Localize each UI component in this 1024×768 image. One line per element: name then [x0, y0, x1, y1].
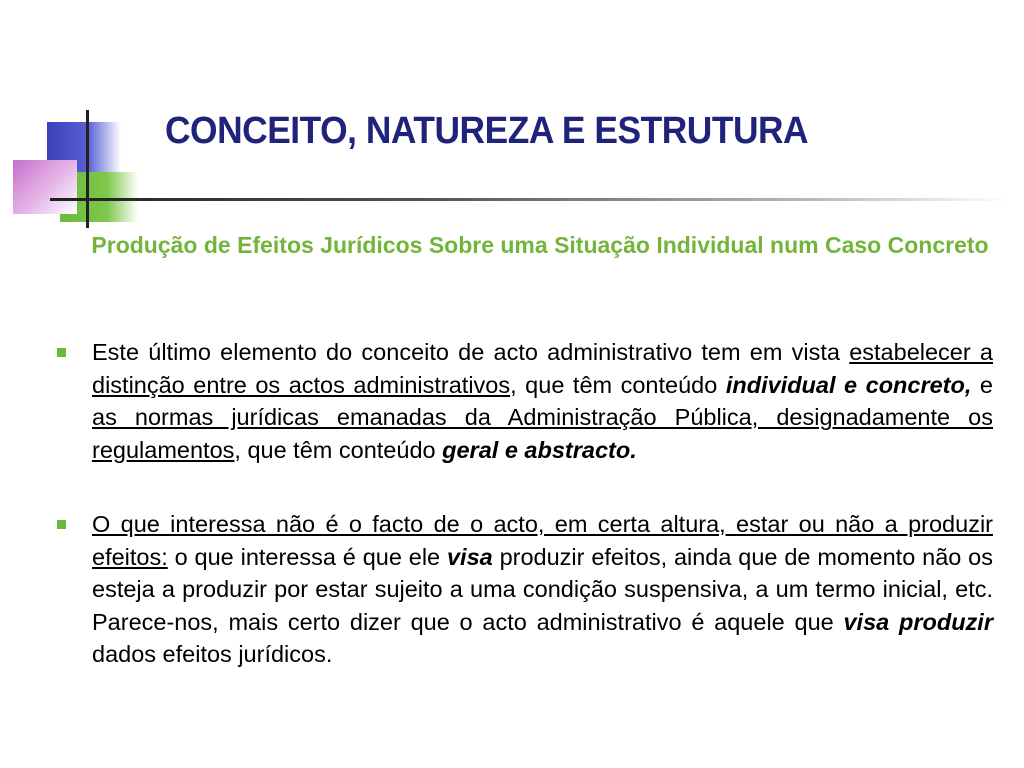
bullet2-text-2: o que interessa é que ele [167, 543, 447, 570]
bullet1-text-8: geral e abstracto. [442, 436, 637, 463]
bullet-list [55, 336, 993, 713]
bullet1-text-7: , que têm conteúdo [234, 436, 443, 463]
title-underline-divider [50, 198, 1010, 201]
bullet2-text-1: O que interessa não é o facto de o acto, em certa altura, estar ou não a produzir efeitos: [92, 511, 993, 570]
decorative-vertical-line [86, 110, 89, 228]
bullet1-text-3: , que têm conteúdo [510, 371, 726, 398]
bullet-item-effects [55, 508, 993, 671]
bullet1-text-2: estabelecer a distinção entre os actos administrativos [92, 339, 993, 398]
slide-title: CONCEITO, NATUREZA E ESTRUTURA [165, 110, 809, 152]
slide-subtitle: Produção de Efeitos Jurídicos Sobre uma Situação Individual num Caso Concreto [91, 232, 989, 258]
bullet-square-icon [57, 348, 66, 357]
bullet2-text-4: produzir efeitos, ainda que de momento não os esteja a produzir por estar sujeito a uma condição suspensiva, a um termo inicial, etc. Parece-nos, mais certo dizer que o acto administrativo é aquele que [92, 543, 994, 635]
bullet2-text-5: visa produzir [843, 608, 993, 635]
bullet2-text-6: dados efeitos jurídicos. [92, 641, 333, 667]
bullet1-text-6: as normas jurídicas emanadas da Administração Pública, designadamente os regulamentos [92, 404, 993, 463]
bullet-item-distinction [55, 336, 993, 466]
bullet1-text-4: individual e concreto, [725, 371, 972, 398]
bullet1-text-1: Este último elemento do conceito de acto administrativo tem em vista [92, 339, 850, 365]
decorative-pink-square [13, 160, 77, 214]
bullet1-text-5: e [971, 371, 993, 398]
bullet-square-icon [57, 520, 66, 529]
bullet2-text-3: visa [446, 543, 493, 570]
